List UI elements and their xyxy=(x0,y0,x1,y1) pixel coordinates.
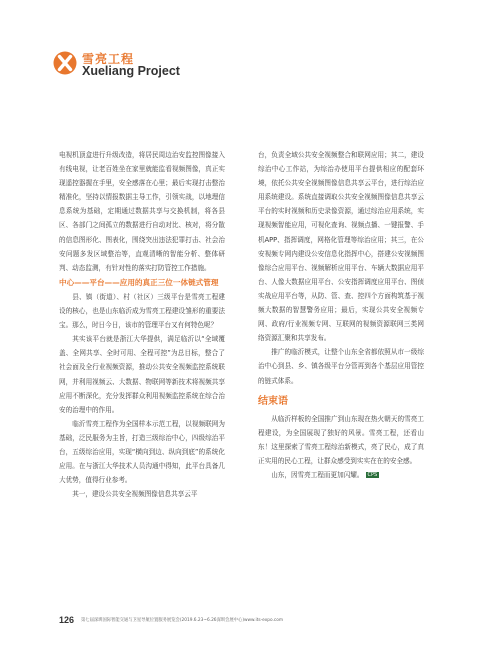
paragraph: 电视机顶盒进行升级改造，将居民周边治安监控图像接入有线电视，让老百姓坐在家里就能监看视频图像，真正实现遥控器握在手里，安全感落在心里；最后实现打击整治精准化，坚持以情报数据主导工作，引领实战，以地理信息系统为基础，定期通过数据共享与交换机制，将各县区、各部门之间孤立的数据进行自动对比、核对，将分散的信息图形化、图表化，围绕突出违法犯罪打击、社会治安问题多发区域整治等，直观清晰的智能分析、整体研判、动态监测，有针对性的落实打防管控工作措施。 xyxy=(59,151,225,272)
section-title-en: Xueliang Project xyxy=(82,64,180,78)
paragraph: 县、镇（街道）、村（社区）三级平台是雪亮工程建设的核心，也是山东临沂成为雪亮工程建设雏形的重要法宝。那么，时日今日，该市的管理平台又有何特色呢？ xyxy=(59,292,225,330)
paragraph: 临沂雪亮工程作为全国样本示范工程，以视频联网为基础，泛民服务为主旨，打造三级综治中心，四级综治平台，五级综治应用，实现“横向到边、纵向到底”的系统化应用。在与浙江大华技术人员沟通中得知，此平台具备几大优势，值得行业参考。 xyxy=(59,419,225,485)
right-column xyxy=(258,148,424,482)
paragraph: 推广的临沂模式，让整个山东全省都依照从市一级综治中心到县、乡、镇各级平台分管再到各个基层应用管控的链式体系。 xyxy=(258,348,424,385)
final-sentence: 山东，因雪亮工程而更加闪耀。 xyxy=(271,470,364,479)
paragraph: 台，负责全域公共安全视频整合和联网应用；其二，建设综治中心工作站，为综治办使用平台提供相应的配套环境，依托公共安全视频图像信息共享云平台，进行综治应用系统建设。系统直接调取公共安全视频图像信息共享云平台的实时视频和历史录像资源，通过综治应用系统，实现视频智能应用，可视化查询、视频点播、一键报警、手机APP、指挥调度，网格化管理等综治应用；其三，在公安视频专网内建设公安信息化指挥中心，搭建公安视频图像综合应用平台、视频解析应用平台、车辆大数据应用平台、人像大数据应用平台、公安指挥调度应用平台、图侦实战应用平台等，从防、管、查、控四个方面构筑基于视频大数据的智慧警务应用；最后，实现公共安全视频专网、政府/行业视频专网、互联网的视频资源联网三类网络资源汇聚和共享发布。 xyxy=(258,151,424,343)
page-footer xyxy=(59,616,419,626)
section-heading: 中心——平台——应用的真正三位一体链式管理 xyxy=(59,277,219,287)
section-title-cn: 雪亮工程 xyxy=(82,52,135,66)
paragraph: 其一，建设公共安全视频图像信息共享云平 xyxy=(72,490,198,499)
paragraph-final xyxy=(258,468,424,482)
left-column xyxy=(59,148,225,501)
paragraph: 其实该平台就是浙江大华提供，满足临沂以“全域覆盖、全网共享、全时可用、全程可控”为总目标，整合了社会面及全行业视频资源，推动公共安全视频监控系统联网，并利用视频云、大数据、物联网等新技术将视频共享应用不断深化，充分发挥群众利用视频监控系统在综合治安的治理中的作用。 xyxy=(59,335,225,414)
end-mark-badge: CPS xyxy=(367,471,378,478)
paragraph: 从临沂样板的全国推广到山东现在热火朝天的雪亮工程建设，为全国展现了独好的风景。雪亮工程，还看山东！这里探索了雪亮工程综治新模式，亮了民心，成了真正实用的民心工程，让群众感受到实实在在的安全感。 xyxy=(258,414,424,465)
page-number: 126 xyxy=(59,615,75,625)
footer-text: 第七届深圳国际智能交通与卫星导航位置服务展览会(2019.6.23~6.26深圳会展中心)www.its-expo.com xyxy=(81,618,284,623)
conclusion-heading: 结束语 xyxy=(258,395,288,407)
xueliang-logo-icon xyxy=(53,51,77,75)
